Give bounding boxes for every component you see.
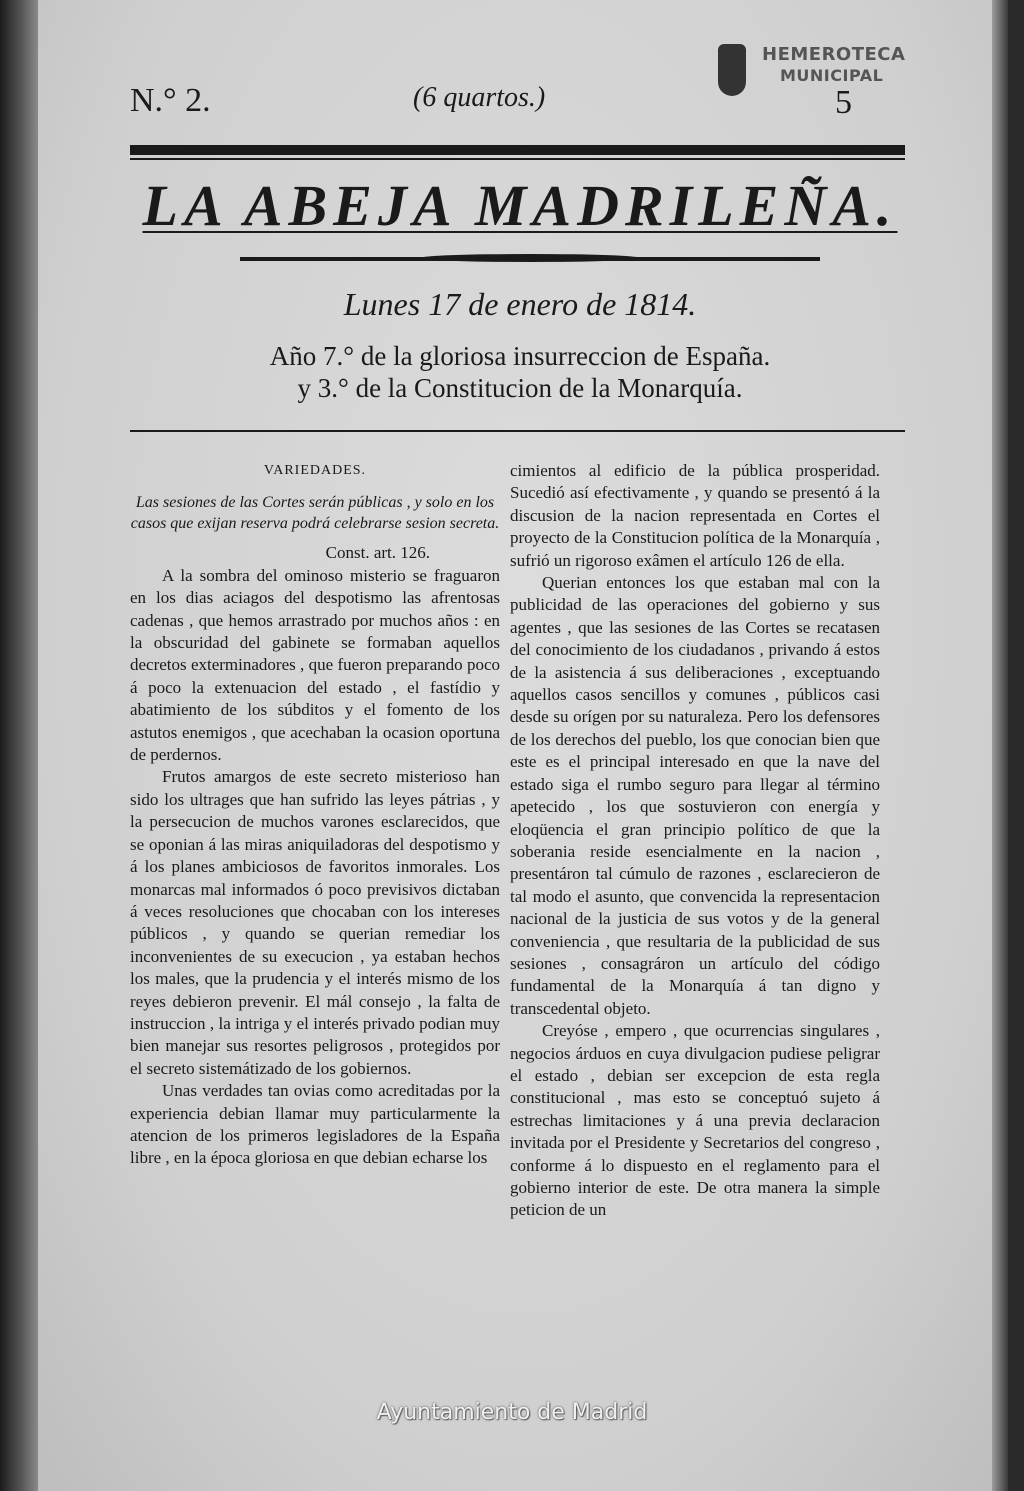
epoch-line-1: Año 7.° de la gloriosa insurreccion de España. [269,341,771,371]
citation: Const. art. 126. [325,543,430,563]
crest-icon [718,44,746,96]
paragraph: Querian entonces los que estaban mal con la publicidad de las operaciones del gobierno y sus agentes , que las sesiones de las Cortes se recatasen del conocimiento de los ciudadanos , privando á estos de la asistencia á sus deliberaciones , exceptuando aquellos casos sencillos y comunes , públicos casi desde su orígen por su naturaleza. Pero los defensores de los derechos del pueblo, los que conocian bien que este es el principal interesado en que la nave del estado siga el rumbo seguro para llegar al término apetecido , los que sostuvieron con energía y eloqüencia el gran principio político de que la soberania reside esencialmente en la nacion , presentáron tal cúmulo de razones , esclarecieron de tal modo el asunto, que convencida la representacion nacional de la justicia de sus votos y de la general conveniencia , que resultaria de la publicidad de sus sesiones , consagráron un artículo del código fundamental de la Monarquía á tan digno y transcedental objeto. [510,573,880,1018]
date-text: Lunes 17 de enero de 1814. [343,286,697,322]
masthead-ornament [420,254,640,262]
epoch-line-2: y 3.° de la Constitucion de la Monarquía. [297,373,743,403]
section-title: VARIEDADES. [263,463,367,478]
paragraph: Frutos amargos de este secreto misterioso han sido los ultrages que han sufrido las leyes pátrias , y la persecucion de muchos varones esclarecidos, que se oponian á las miras aniquiladoras del despotismo y á los planes ambiciosos de favoritos inmorales. Los monarcas mal informados ó poco previsivos dictaban á veces resoluciones que chocaban con los intereses públicos , y quando se querian remediar los inconvenientes de su execucion , ya estaban hechos los males, que la prudencia y el interés mismo de los reyes debieron prevenir. El mál consejo , la falta de instruccion , la intriga y el interés privado podian muy bien manejar sus resortes peligrosos , protegidos por el secreto sistemátizado de los gobiernos. [130,767,500,1078]
page-number: 5 [835,84,852,121]
epoch-block [130,340,910,404]
paragraph-continuation: cimientos al edificio de la pública prosperidad. Sucedió así efectivamente , y quando se presentó á la discusion de la nacion representada en Cortes el proyecto de la Constitucion política de la Monarquía , sufrió un rigoroso exâmen el artículo 126 de ella. [510,461,880,570]
issue-price-text: (6 quartos.) [413,82,546,113]
binding-edge [0,0,38,1491]
header-rule [130,145,905,155]
article-column-1 [130,460,500,1170]
library-stamp [718,38,918,108]
paragraph: A la sombra del ominoso misterio se fraguaron en los dias aciagos del despotismo las afrentosas cadenas , que hemos arrastrado por muchos años : en la obscuridad del gabinete se formaban aquellos decretos exterminadores , que fueron preparando poco á poco la extenuacion del estado , el fastídio y abatimiento de los súbditos y el fomento de los astutos enemigos , que acechaban la ocasion oportuna de perdernos. [130,565,500,765]
page-edge [992,0,1008,1491]
issue-price [413,82,545,114]
header-rule-thin [130,158,905,160]
watermark: Ayuntamiento de Madrid [376,1400,648,1425]
stamp-line-2: MUNICIPAL [780,66,884,85]
epigraph: Las sesiones de las Cortes serán públicas , y solo en los casos que exijan reserva podrá celebrarse sesion secreta. [130,494,500,533]
masthead-title: LA ABEJA MADRILEÑA. [142,173,898,238]
section-rule [130,430,905,432]
stamp-line-1: HEMEROTECA [762,44,906,65]
dateline [130,286,910,323]
paragraph: Unas verdades tan ovias como acreditadas por la experiencia debian llamar muy particularmente la atencion de los primeros legisladores de la España libre , en la época gloriosa en que debian echarse los [130,1081,500,1168]
issue-number: N.° 2. [130,82,211,119]
article-column-2 [510,460,880,1222]
paragraph: Creyóse , empero , que ocurrencias singulares , negocios árduos en cuya divulgacion pudiese peligrar el estado , debian ser excepcion de esta regla constitucional , mas esto se conceptuó sujeto á estrechas limitaciones y á una previa declaracion invitada por el Presidente y Secretarios del congreso , conforme á lo dispuesto en el reglamento para el gobierno interior de este. De otra manera la simple peticion de un [510,1021,880,1220]
